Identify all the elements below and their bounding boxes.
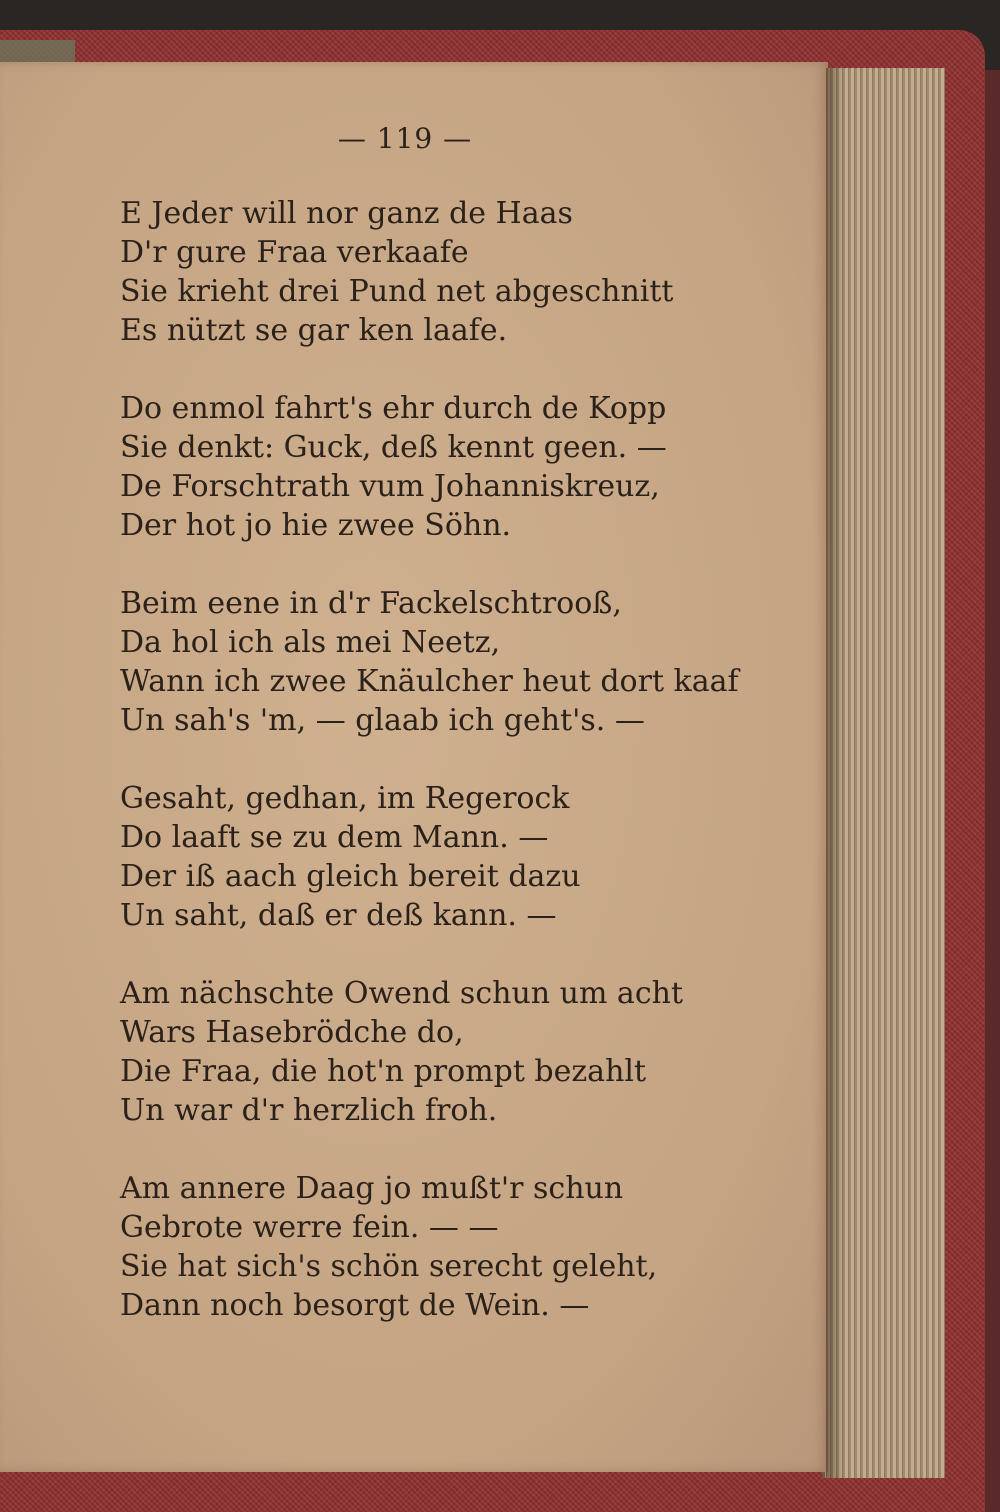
gutter-shadow	[826, 68, 844, 1478]
stanza	[120, 1169, 810, 1325]
stanza	[120, 584, 810, 740]
poem-line: Dann noch besorgt de Wein. —	[120, 1288, 590, 1323]
stanza	[120, 194, 810, 350]
poem-line: Un saht, daß er deß kann. —	[120, 898, 557, 933]
poem-line: De Forschtrath vum Johanniskreuz,	[120, 469, 660, 504]
poem-line: Do enmol fahrt's ehr durch de Kopp	[120, 391, 667, 426]
poem-line: Sie denkt: Guck, deß kennt geen. —	[120, 430, 667, 465]
poem-line: Der hot jo hie zwee Söhn.	[120, 508, 512, 543]
poem-line: Beim eene in d'r Fackelschtrooß,	[120, 586, 622, 621]
poem	[120, 194, 810, 1364]
stanza	[120, 974, 810, 1130]
poem-line: Gesaht, gedhan, im Regerock	[120, 781, 570, 816]
poem-line: Do laaft se zu dem Mann. —	[120, 820, 549, 855]
poem-line: E Jeder will nor ganz de Haas	[120, 196, 573, 231]
stanza	[120, 389, 810, 545]
stanza	[120, 779, 810, 935]
poem-line: Da hol ich als mei Neetz,	[120, 625, 501, 660]
poem-line: Un sah's 'm, — glaab ich geht's. —	[120, 703, 645, 738]
poem-line: Wann ich zwee Knäulcher heut dort kaaf	[120, 664, 739, 699]
page-number: — 119 —	[337, 122, 473, 155]
poem-line: Es nützt se gar ken laafe.	[120, 313, 508, 348]
poem-line: Der iß aach gleich bereit dazu	[120, 859, 581, 894]
poem-line: Wars Hasebrödche do,	[120, 1015, 464, 1050]
poem-line: Gebrote werre fein. — —	[120, 1210, 499, 1245]
poem-line: Sie hat sich's schön serecht geleht,	[120, 1249, 658, 1284]
poem-line: Die Fraa, die hot'n prompt bezahlt	[120, 1054, 647, 1089]
poem-line: Am nächschte Owend schun um acht	[120, 976, 683, 1011]
poem-line: Un war d'r herzlich froh.	[120, 1093, 498, 1128]
poem-line: Sie krieht drei Pund net abgeschnitt	[120, 274, 674, 309]
poem-line: Am annere Daag jo mußt'r schun	[120, 1171, 624, 1206]
poem-line: D'r gure Fraa verkaafe	[120, 235, 469, 270]
